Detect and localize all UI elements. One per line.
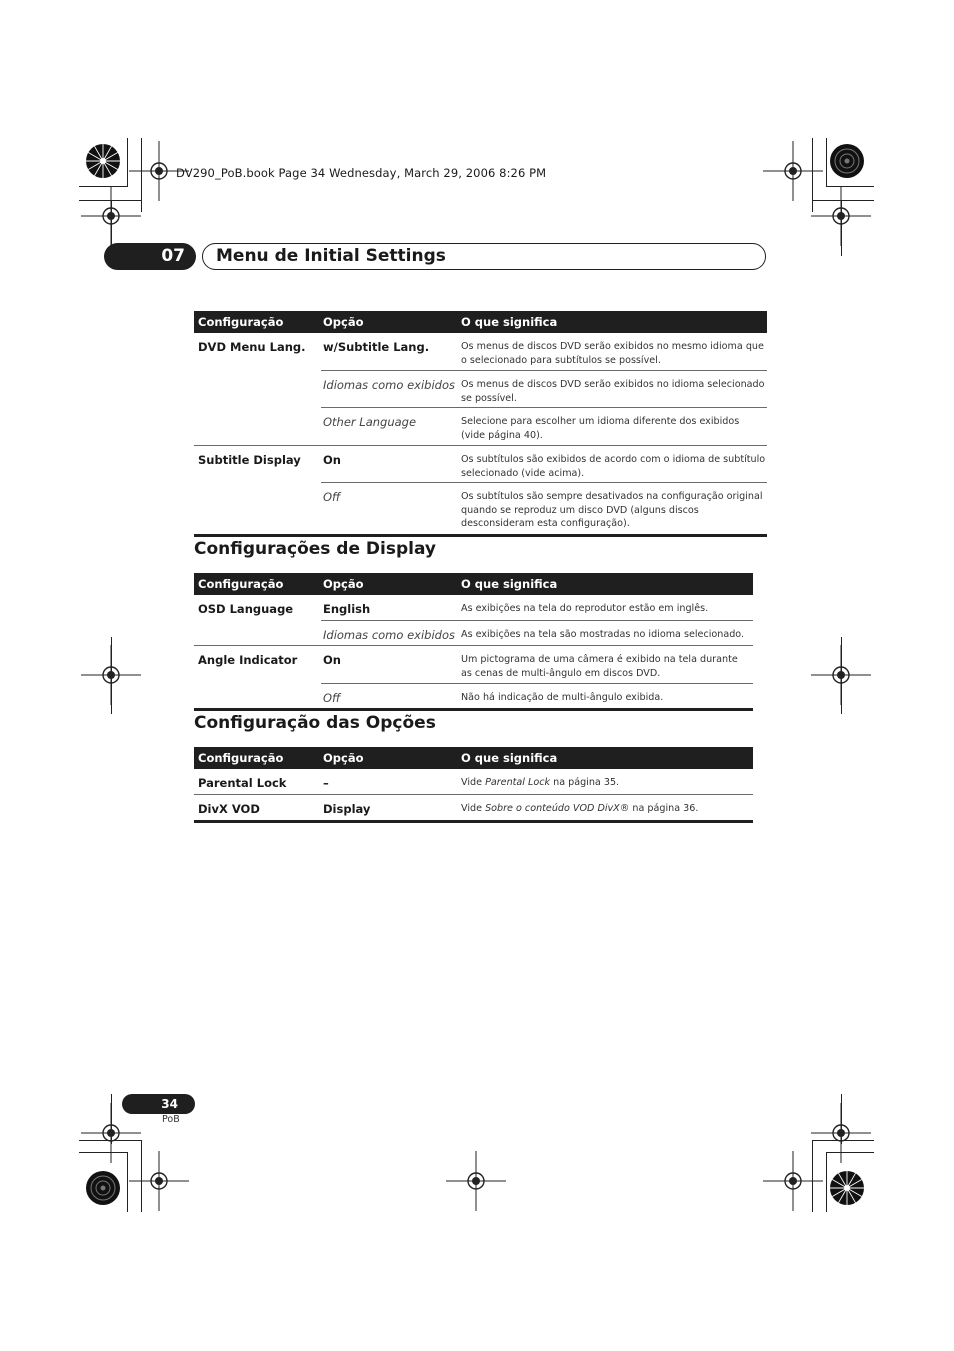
header-setting: Configuração — [198, 751, 284, 765]
starburst-mark-icon — [85, 143, 121, 179]
table-row — [194, 795, 753, 820]
table-row — [194, 684, 753, 708]
page-number: 34 — [122, 1094, 195, 1114]
table-row — [194, 483, 767, 534]
settings-table-display — [194, 573, 753, 708]
table-row — [194, 621, 753, 646]
table-row — [194, 769, 753, 795]
table-row — [194, 646, 753, 684]
print-info: DV290_PoB.book Page 34 Wednesday, March 29, 2006 8:26 PM — [176, 166, 547, 180]
table-row — [194, 595, 753, 621]
option-cell: On — [323, 653, 341, 667]
header-option: Opção — [323, 751, 364, 765]
meaning-cell: Os menus de discos DVD serão exibidos no mesmo idioma que o selecionado para subtítulos se possível. — [461, 341, 764, 366]
option-cell: On — [323, 453, 341, 467]
meaning-cell: Os subtítulos são exibidos de acordo com o idioma de subtítulo selecionado (vide acima). — [461, 454, 766, 479]
option-cell: English — [323, 602, 371, 616]
registration-target-icon — [811, 186, 871, 246]
page-reference: Sobre o conteúdo VOD DivX — [485, 803, 620, 814]
meaning-text: na página 35. — [550, 777, 620, 788]
table-row — [194, 446, 767, 483]
meaning-text: Vide — [461, 777, 486, 788]
meaning-cell — [461, 802, 751, 816]
chapter-title: Menu de Initial Settings — [202, 243, 766, 270]
meaning-cell — [461, 776, 751, 790]
page-language: PoB — [162, 1114, 180, 1125]
registration-target-icon — [763, 1151, 823, 1211]
section-title-display: Configurações de Display — [194, 539, 437, 559]
starburst-mark-icon — [829, 143, 865, 179]
meaning-cell: As exibições na tela são mostradas no idioma selecionado. — [461, 629, 745, 640]
table-end-rule — [194, 820, 753, 823]
chapter-number: 07 — [104, 243, 196, 270]
option-cell: – — [323, 776, 329, 790]
option-cell: Off — [323, 691, 341, 705]
table-header — [194, 311, 767, 333]
table-row — [194, 408, 767, 446]
table-row — [194, 333, 767, 371]
meaning-text: ® na página 36. — [619, 803, 699, 814]
option-cell: Off — [323, 490, 341, 504]
setting-cell: Parental Lock — [198, 776, 287, 790]
header-meaning: O que significa — [461, 315, 558, 329]
settings-table-language — [194, 311, 767, 534]
registration-target-icon — [811, 645, 871, 705]
registration-target-icon — [129, 1151, 189, 1211]
option-cell: w/Subtitle Lang. — [323, 340, 430, 354]
registration-target-icon — [81, 186, 141, 246]
page-reference: Parental Lock — [485, 777, 551, 788]
setting-cell: OSD Language — [198, 602, 294, 616]
setting-cell: Subtitle Display — [198, 453, 301, 467]
meaning-cell: Os menus de discos DVD serão exibidos no idioma selecionado se possível. — [461, 379, 765, 404]
setting-cell: Angle Indicator — [198, 653, 298, 667]
setting-cell: DivX VOD — [198, 802, 260, 816]
header-meaning: O que significa — [461, 577, 558, 591]
meaning-cell: Não há indicação de multi-ângulo exibida. — [461, 692, 664, 703]
header-setting: Configuração — [198, 315, 284, 329]
header-meaning: O que significa — [461, 751, 558, 765]
table-header — [194, 573, 753, 595]
header-option: Opção — [323, 577, 364, 591]
meaning-cell: Selecione para escolher um idioma diferente dos exibidos (vide página 40). — [461, 416, 740, 441]
registration-target-icon — [446, 1151, 506, 1211]
starburst-mark-icon — [829, 1170, 865, 1206]
meaning-cell: As exibições na tela do reprodutor estão em inglês. — [461, 603, 709, 614]
table-header — [194, 747, 753, 769]
meaning-cell: Os subtítulos são sempre desativados na configuração original quando se reproduz um disco DVD (alguns discos desconsideram esta configuração). — [461, 491, 763, 529]
option-cell: Other Language — [323, 415, 417, 429]
header-setting: Configuração — [198, 577, 284, 591]
option-cell: Display — [323, 802, 371, 816]
option-cell: Idiomas como exibidos — [323, 628, 455, 642]
header-option: Opção — [323, 315, 364, 329]
table-end-rule — [194, 708, 753, 711]
setting-cell: DVD Menu Lang. — [198, 340, 306, 354]
table-end-rule — [194, 534, 767, 537]
starburst-mark-icon — [85, 1170, 121, 1206]
section-title-options: Configuração das Opções — [194, 713, 436, 733]
registration-target-icon — [81, 645, 141, 705]
meaning-text: Vide — [461, 803, 486, 814]
table-row — [194, 371, 767, 408]
settings-table-options — [194, 747, 753, 820]
meaning-cell: Um pictograma de uma câmera é exibido na tela durante as cenas de multi-ângulo em discos DVD. — [461, 654, 738, 679]
option-cell: Idiomas como exibidos — [323, 378, 455, 392]
